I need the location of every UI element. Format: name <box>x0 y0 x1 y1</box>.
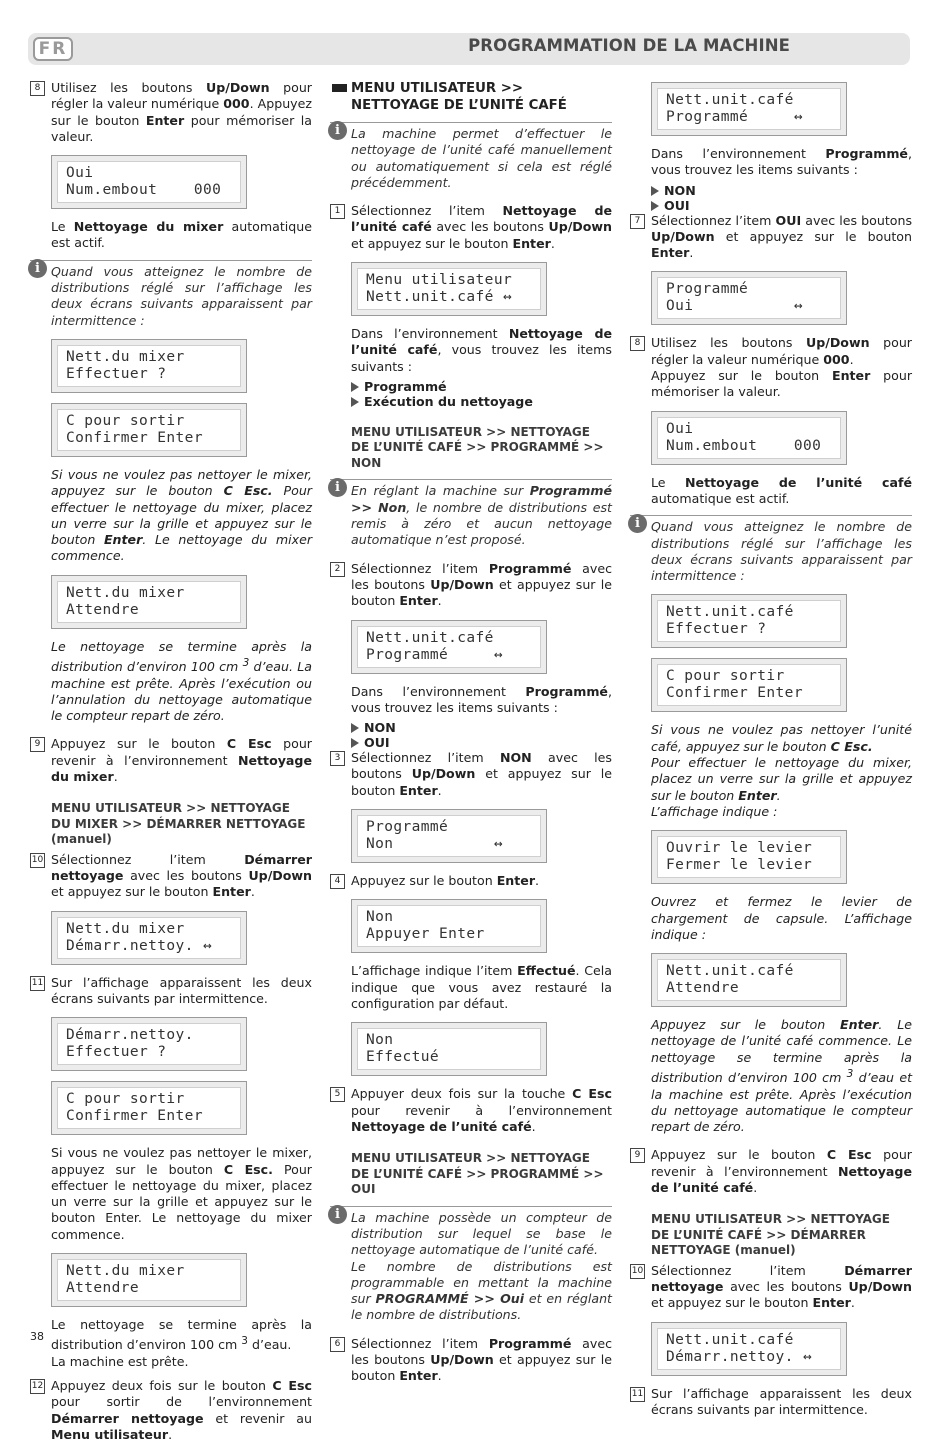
bullet-text: OUI <box>364 735 390 751</box>
step-number: 3 <box>330 751 345 766</box>
lcd-text: Démarr.nettoy. Effectuer ? <box>57 1023 241 1065</box>
step-9 <box>630 1147 912 1196</box>
lcd-text: Programmé Oui ↔ <box>657 277 841 319</box>
info-text: Quand vous atteignez le nombre de distributions réglé sur l’affichage les deux écrans suivants apparaissent par intermittence : <box>51 263 312 328</box>
step-text: Appuyer deux fois sur la touche C Esc pour revenir à l’environnement Nettoyage de l’unité café. <box>351 1086 612 1134</box>
paragraph: Dans l’environnement Programmé, vous trouvez les items suivants : <box>351 683 612 715</box>
column-1 <box>30 80 312 1443</box>
step-4 <box>330 873 612 889</box>
step-text: Appuyez deux fois sur le bouton C Esc pour sortir de l’environnement Démarrer nettoyage et revenir au Menu utilisateur. <box>51 1378 313 1443</box>
paragraph: Le Nettoyage du mixer automatique est actif. <box>51 219 312 251</box>
paragraph: Le nettoyage se termine après la distribution d’environ 100 cm $^3$ d’eau. La machine est prête. <box>51 1317 312 1369</box>
lcd-text: Nett.du mixer Attendre <box>57 581 241 623</box>
section-subheading: MENU UTILISATEUR >> NETTOYAGE DE L’UNITÉ CAFÉ >> PROGRAMMÉ >> NON <box>351 424 604 470</box>
italic-paragraph: Le nettoyage se termine après la distribution d’environ 100 cm $^3$ d’eau. La machine est prête. Après l’exécution ou l’annulation du nettoyage automatique le compteur repart de zéro. <box>51 638 312 724</box>
italic-paragraph: Ouvrez et fermez le levier de chargement de capsule. L’affichage indique : <box>651 894 912 942</box>
step-11 <box>30 975 312 1008</box>
info-icon: i <box>28 259 47 278</box>
lcd-text: Programmé Non ↔ <box>357 815 541 857</box>
bullet-item <box>330 720 612 735</box>
lcd-display <box>651 830 847 884</box>
paragraph: Dans l’environnement Programmé, vous trouvez les items suivants : <box>651 146 912 178</box>
step-5 <box>330 1086 612 1135</box>
triangle-bullet-icon <box>351 723 359 733</box>
step-number: 12 <box>30 1379 45 1394</box>
lcd-display <box>51 339 247 393</box>
step-number: 10 <box>630 1264 645 1279</box>
step-text: Appuyez sur le bouton C Esc pour revenir à l’environnement Nettoyage de l’unité café. <box>651 1147 912 1195</box>
info-icon: i <box>328 478 347 497</box>
language-badge: FR <box>33 37 73 61</box>
column-2 <box>330 80 612 1385</box>
step-text: Utilisez les boutons Up/Down pour régler la valeur numérique 000. Appuyez sur le bouton Enter pour mémoriser la valeur. <box>651 335 912 400</box>
bullet-item <box>330 394 612 409</box>
step-number: 2 <box>330 562 345 577</box>
step-number: 5 <box>330 1087 345 1102</box>
step-text: Sélectionnez l’item NON avec les boutons Up/Down et appuyez sur le bouton Enter. <box>351 750 613 798</box>
section-subheading: MENU UTILISATEUR >> NETTOYAGE DE L’UNITÉ CAFÉ >> PROGRAMMÉ >> OUI <box>351 1151 604 1197</box>
step-number: 9 <box>30 737 45 752</box>
step-text: Sélectionnez l’item Nettoyage de l’unité café avec les boutons Up/Down et appuyez sur le bouton Enter. <box>351 203 613 251</box>
step-text: Sélectionnez l’item Programmé avec les boutons Up/Down et appuyez sur le bouton Enter. <box>351 1335 612 1384</box>
info-text: Quand vous atteignez le nombre de distributions réglé sur l’affichage les deux écrans suivants apparaissent par intermittence : <box>651 519 912 584</box>
step-text: Sélectionnez l’item OUI avec les boutons Up/Down et appuyez sur le bouton Enter. <box>651 212 912 261</box>
info-note <box>30 260 312 329</box>
bullet-text: OUI <box>664 197 690 213</box>
step-text: Sélectionnez l’item Démarrer nettoyage avec les boutons Up/Down et appuyez sur le bouton Enter. <box>51 851 312 900</box>
page-title: PROGRAMMATION DE LA MACHINE <box>468 36 790 55</box>
lcd-display <box>651 82 847 136</box>
lcd-display <box>51 911 247 965</box>
heading-text: MENU UTILISATEUR >> NETTOYAGE DE L’UNITÉ CAFÉ <box>351 81 567 113</box>
step-11 <box>630 1386 912 1419</box>
lcd-display <box>651 953 847 1007</box>
step-8 <box>30 80 312 145</box>
lcd-text: C pour sortir Confirmer Enter <box>57 1087 241 1129</box>
triangle-bullet-icon <box>651 186 659 196</box>
lcd-text: Nett.unit.café Attendre <box>657 959 841 1001</box>
lcd-text: Ouvrir le levier Fermer le levier <box>657 836 841 878</box>
lcd-display <box>351 1022 547 1076</box>
info-text: En réglant la machine sur Programmé >> Non, le nombre de distributions est remis à zéro et aucun nettoyage automatique n’est proposé. <box>351 483 612 548</box>
lcd-text: Nett.du mixer Attendre <box>57 1259 241 1301</box>
bullet-item <box>330 379 612 394</box>
step-number: 4 <box>330 874 345 889</box>
page-number: 38 <box>30 1330 44 1343</box>
lcd-text: Non Appuyer Enter <box>357 905 541 947</box>
italic-paragraph: Si vous ne voulez pas nettoyer le mixer, appuyez sur le bouton C Esc. Pour effectuer le nettoyage du mixer, placez un verre sur la grille et appuyez sur le bouton Enter. Le nettoyage du mixer commence. <box>51 466 312 564</box>
info-note <box>630 515 912 584</box>
lcd-text: Oui Num.embout 000 <box>57 161 241 203</box>
lcd-display <box>351 809 547 863</box>
step-text: Sur l’affichage apparaissent les deux écrans suivants par intermittence. <box>651 1385 912 1417</box>
step-number: 9 <box>630 1148 645 1163</box>
triangle-bullet-icon <box>351 397 359 407</box>
lcd-text: Nett.unit.café Programmé ↔ <box>357 626 541 668</box>
paragraph: Si vous ne voulez pas nettoyer le mixer, appuyez sur le bouton C Esc. Pour effectuer le nettoyage du mixer, placez un verre sur la grille et appuyez sur le bouton Enter. Le nettoyage du mixer commence. <box>51 1145 312 1242</box>
heading-bar <box>332 84 347 92</box>
section-heading <box>330 80 612 114</box>
info-text: La machine permet d’effectuer le nettoyage de l’unité café manuellement ou automatiquement si cela est réglé précédemment. <box>351 126 612 190</box>
bullet-item <box>630 198 912 213</box>
info-text: La machine possède un compteur de distribution sur lequel se base le nettoyage automatique de l’unité café. Le nombre de distributions est programmable en mettant la machine sur PROGRAMMÉ >> Oui et en réglant le nombre de distributions. <box>351 1209 612 1323</box>
step-12 <box>30 1378 312 1443</box>
step-7 <box>630 213 912 262</box>
step-1 <box>330 203 612 252</box>
step-2 <box>330 561 612 610</box>
bullet-item <box>630 183 912 198</box>
lcd-display <box>651 658 847 712</box>
lcd-display <box>51 1017 247 1071</box>
step-number: 6 <box>330 1337 345 1352</box>
section-subheading: MENU UTILISATEUR >> NETTOYAGE DE L’UNITÉ CAFÉ >> DÉMARRER NETTOYAGE (manuel) <box>651 1212 890 1258</box>
paragraph: L’affichage indique l’item Effectué. Cela indique que vous avez restauré la configuration par défaut. <box>351 963 612 1011</box>
info-note <box>330 122 612 191</box>
triangle-bullet-icon <box>351 738 359 748</box>
triangle-bullet-icon <box>651 201 659 211</box>
paragraph: Dans l’environnement Nettoyage de l’unité café, vous trouvez les items suivants : <box>351 326 612 374</box>
step-text: Sélectionnez l’item Programmé avec les boutons Up/Down et appuyez sur le bouton Enter. <box>351 560 612 609</box>
bullet-text: NON <box>364 720 396 736</box>
column-3 <box>630 82 912 1418</box>
bullet-item <box>330 735 612 750</box>
lcd-display <box>51 155 247 209</box>
lcd-display <box>51 1253 247 1307</box>
lcd-text: C pour sortir Confirmer Enter <box>57 409 241 451</box>
step-number: 11 <box>30 976 45 991</box>
triangle-bullet-icon <box>351 382 359 392</box>
bullet-text: Programmé <box>364 378 447 394</box>
info-icon: i <box>328 121 347 140</box>
step-8 <box>630 335 912 400</box>
step-text: Sur l’affichage apparaissent les deux écrans suivants par intermittence. <box>51 974 312 1006</box>
step-text: Utilisez les boutons Up/Down pour régler la valeur numérique 000. Appuyez sur le bouton Enter pour mémoriser la valeur. <box>51 80 312 144</box>
italic-paragraph: Appuyez sur le bouton Enter. Le nettoyage de l’unité café commence. Le nettoyage se termine après la distribution d’environ 100 cm $^3$ d’eau et la machine est prête. Après l’exécution du nettoyage automatique le compteur repart de zéro. <box>651 1017 913 1135</box>
info-icon: i <box>328 1205 347 1224</box>
lcd-text: Menu utilisateur Nett.unit.café ↔ <box>357 268 541 310</box>
step-text: Appuyez sur le bouton Enter. <box>351 873 540 889</box>
step-text: Sélectionnez l’item Démarrer nettoyage avec les boutons Up/Down et appuyez sur le bouton Enter. <box>651 1262 912 1311</box>
step-9 <box>30 736 312 785</box>
info-note <box>330 479 612 548</box>
step-6 <box>330 1336 612 1385</box>
lcd-display <box>651 594 847 648</box>
italic-paragraph: Si vous ne voulez pas nettoyer l’unité café, appuyez sur le bouton C Esc. Pour effectuer le nettoyage du mixer, placez un verre sur la grille et appuyez sur le bouton Enter. L’affichage indique : <box>651 722 912 819</box>
section-subheading: MENU UTILISATEUR >> NETTOYAGE DU MIXER >> DÉMARRER NETTOYAGE (manuel) <box>51 801 306 847</box>
step-number: 10 <box>30 853 45 868</box>
lcd-text: Non Effectué <box>357 1028 541 1070</box>
paragraph: Le Nettoyage de l’unité café automatique est actif. <box>651 474 912 506</box>
step-3 <box>330 750 612 799</box>
step-text: Appuyez sur le bouton C Esc pour revenir à l’environnement Nettoyage du mixer. <box>51 736 312 785</box>
lcd-display <box>351 620 547 674</box>
bullet-text: Exécution du nettoyage <box>364 393 533 409</box>
lcd-display <box>51 403 247 457</box>
info-note <box>330 1206 612 1324</box>
bullet-text: NON <box>664 182 696 198</box>
step-number: 8 <box>30 81 45 96</box>
lcd-text: Nett.du mixer Démarr.nettoy. ↔ <box>57 917 241 959</box>
lcd-display <box>351 899 547 953</box>
step-number: 8 <box>630 336 645 351</box>
lcd-text: Nett.du mixer Effectuer ? <box>57 345 241 387</box>
lcd-display <box>651 1322 847 1376</box>
step-number: 7 <box>630 214 645 229</box>
lcd-text: Nett.unit.café Démarr.nettoy. ↔ <box>657 1328 841 1370</box>
step-10 <box>630 1263 912 1312</box>
lcd-text: Nett.unit.café Programmé ↔ <box>657 88 841 130</box>
lcd-text: Nett.unit.café Effectuer ? <box>657 600 841 642</box>
lcd-display <box>51 575 247 629</box>
lcd-display <box>651 411 847 465</box>
lcd-text: C pour sortir Confirmer Enter <box>657 664 841 706</box>
info-icon: i <box>628 514 647 533</box>
step-number: 1 <box>330 204 345 219</box>
step-number: 11 <box>630 1387 645 1402</box>
lcd-display <box>651 271 847 325</box>
lcd-display <box>351 262 547 316</box>
lcd-display <box>51 1081 247 1135</box>
step-10 <box>30 852 312 901</box>
lcd-text: Oui Num.embout 000 <box>657 417 841 459</box>
